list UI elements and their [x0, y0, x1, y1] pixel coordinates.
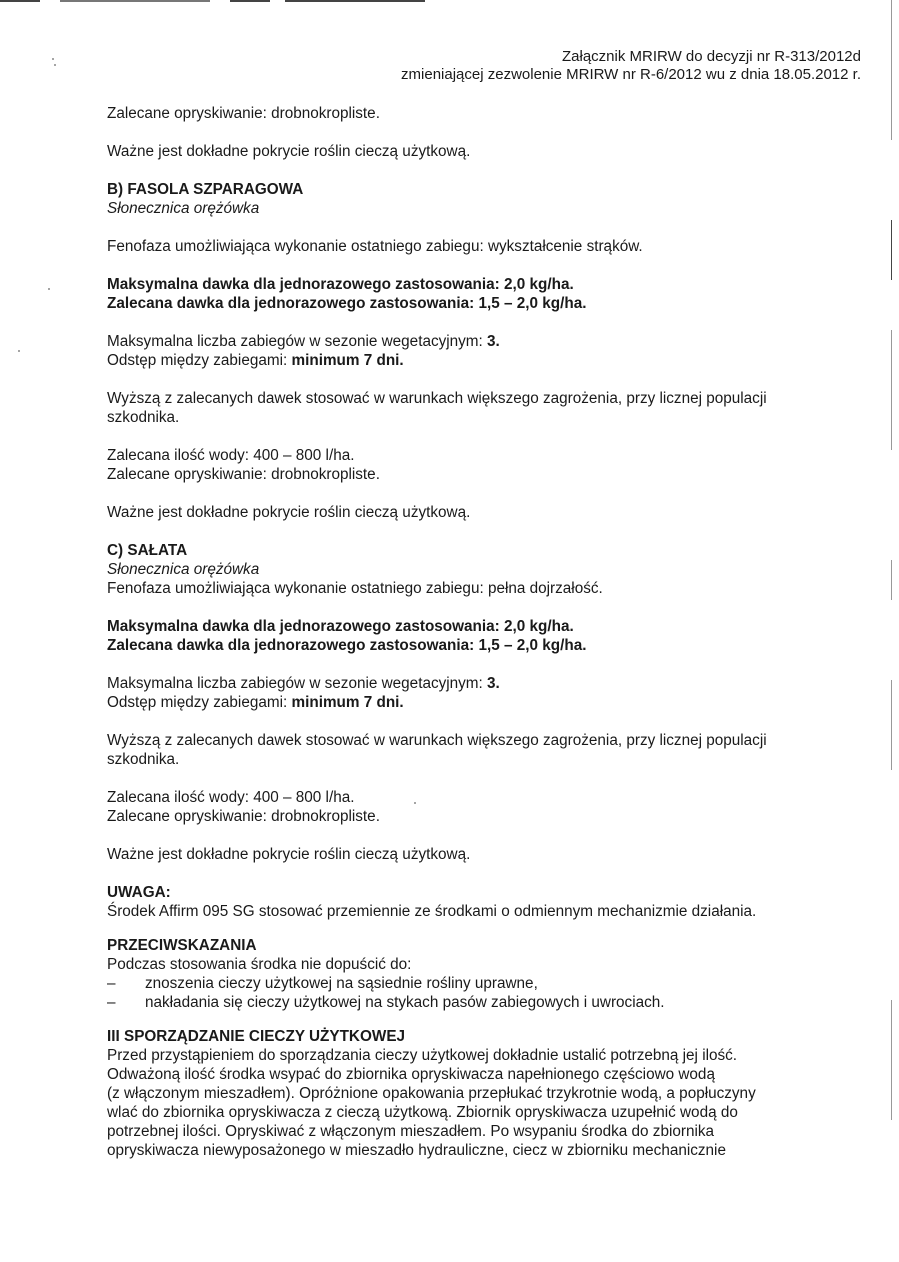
interval-value: minimum 7 dni. — [291, 694, 404, 711]
uwaga-title: UWAGA: — [107, 884, 171, 901]
section-b-coverage: Ważne jest dokładne pokrycie roślin cieczą użytkową. — [107, 504, 471, 521]
section-c-phenophase: Fenofaza umożliwiająca wykonanie ostatniego zabiegu: pełna dojrzałość. — [107, 580, 603, 597]
scan-speck — [48, 288, 50, 290]
max-treatments-value: 3. — [487, 675, 500, 692]
scan-mark — [60, 0, 210, 2]
section-c-rec-dose: Zalecana dawka dla jednorazowego zastosowania: 1,5 – 2,0 kg/ha. — [107, 637, 587, 654]
scan-edge-right — [891, 0, 893, 1262]
scan-mark — [891, 0, 892, 140]
section-c-spraying: Zalecane opryskiwanie: drobnokropliste. — [107, 808, 380, 825]
interval-label: Odstęp między zabiegami: — [107, 694, 292, 711]
section-iii-line: Odważoną ilość środka wsypać do zbiornika opryskiwacza napełnionego częściowo wodą — [107, 1066, 715, 1083]
scan-mark — [891, 330, 892, 450]
uwaga-text: Środek Affirm 095 SG stosować przemiennie ze środkami o odmiennym mechanizmie działania. — [107, 903, 757, 920]
section-b-max-treatments — [107, 332, 827, 351]
przeciwwskazania-intro: Podczas stosowania środka nie dopuścić do: — [107, 956, 412, 973]
scan-mark — [230, 0, 270, 2]
section-c-max-dose: Maksymalna dawka dla jednorazowego zastosowania: 2,0 kg/ha. — [107, 618, 574, 635]
scan-mark — [891, 680, 892, 770]
section-b-rec-dose: Zalecana dawka dla jednorazowego zastosowania: 1,5 – 2,0 kg/ha. — [107, 295, 587, 312]
section-iii-line: wlać do zbiornika opryskiwacza z cieczą użytkową. Zbiornik opryskiwacza uzupełnić wodą do — [107, 1104, 738, 1121]
section-b-max-dose: Maksymalna dawka dla jednorazowego zastosowania: 2,0 kg/ha. — [107, 276, 574, 293]
scan-mark — [891, 220, 892, 280]
interval-label: Odstęp między zabiegami: — [107, 352, 292, 369]
header-line-2: zmieniającej zezwolenie MRIRW nr R-6/2012 wu z dnia 18.05.2012 r. — [401, 66, 861, 83]
section-iii-title: III SPORZĄDZANIE CIECZY UŻYTKOWEJ — [107, 1028, 406, 1045]
section-b-water: Zalecana ilość wody: 400 – 800 l/ha. — [107, 447, 355, 464]
max-treatments-label: Maksymalna liczba zabiegów w sezonie wegetacyjnym: — [107, 333, 488, 350]
interval-value: minimum 7 dni. — [291, 352, 404, 369]
list-item: – znoszenia cieczy użytkowej na sąsiednie rośliny uprawne, — [107, 974, 827, 993]
document-body — [107, 104, 827, 1160]
scan-edge-top — [0, 0, 899, 6]
scan-speck — [18, 350, 20, 352]
section-c-interval — [107, 693, 827, 712]
section-iii-line: potrzebnej ilości. Opryskiwać z włączonym mieszadłem. Po wsypaniu środka do zbiornika — [107, 1123, 715, 1140]
list-item: – nakładania się cieczy użytkowej na stykach pasów zabiegowych i uwrociach. — [107, 993, 827, 1012]
section-c-title: C) SAŁATA — [107, 542, 188, 559]
section-b-phenophase: Fenofaza umożliwiająca wykonanie ostatniego zabiegu: wykształcenie strąków. — [107, 238, 643, 255]
intro-coverage: Ważne jest dokładne pokrycie roślin cieczą użytkową. — [107, 143, 471, 160]
scan-mark — [285, 0, 425, 2]
scan-mark — [0, 0, 40, 2]
scan-speck — [54, 64, 56, 66]
header-line-1: Załącznik MRIRW do decyzji nr R-313/2012d — [561, 48, 861, 65]
przeciwwskazania-title: PRZECIWSKAZANIA — [107, 937, 257, 954]
section-c-water: Zalecana ilość wody: 400 – 800 l/ha. — [107, 789, 355, 806]
section-b-spraying: Zalecane opryskiwanie: drobnokropliste. — [107, 466, 380, 483]
przeciwwskazania-list — [107, 974, 827, 1012]
section-c-pest: Słonecznica orężówka — [107, 561, 260, 578]
scan-mark — [891, 560, 892, 600]
scan-speck — [52, 58, 54, 60]
section-iii-line: opryskiwacza niewyposażonego w mieszadło hydrauliczne, ciecz w zbiorniku mechanicznie — [107, 1142, 726, 1159]
section-b-interval — [107, 351, 827, 370]
section-c-max-treatments — [107, 674, 827, 693]
section-c-higher-dose: Wyższą z zalecanych dawek stosować w warunkach większego zagrożenia, przy licznej populacji szkodnika. — [107, 732, 767, 768]
intro-spraying: Zalecane opryskiwanie: drobnokropliste. — [107, 105, 380, 122]
section-b-pest: Słonecznica orężówka — [107, 200, 260, 217]
section-iii-line: Przed przystąpieniem do sporządzania cieczy użytkowej dokładnie ustalić potrzebną jej ilość. — [107, 1047, 738, 1064]
scan-mark — [891, 1000, 892, 1120]
section-c-coverage: Ważne jest dokładne pokrycie roślin cieczą użytkową. — [107, 846, 471, 863]
document-header — [261, 48, 861, 84]
max-treatments-label: Maksymalna liczba zabiegów w sezonie wegetacyjnym: — [107, 675, 488, 692]
section-b-higher-dose: Wyższą z zalecanych dawek stosować w warunkach większego zagrożenia, przy licznej populacji szkodnika. — [107, 390, 767, 426]
section-b-title: B) FASOLA SZPARAGOWA — [107, 181, 304, 198]
max-treatments-value: 3. — [487, 333, 500, 350]
section-iii-line: (z włączonym mieszadłem). Opróżnione opakowania przepłukać trzykrotnie wodą, a popłuczyny — [107, 1085, 756, 1102]
